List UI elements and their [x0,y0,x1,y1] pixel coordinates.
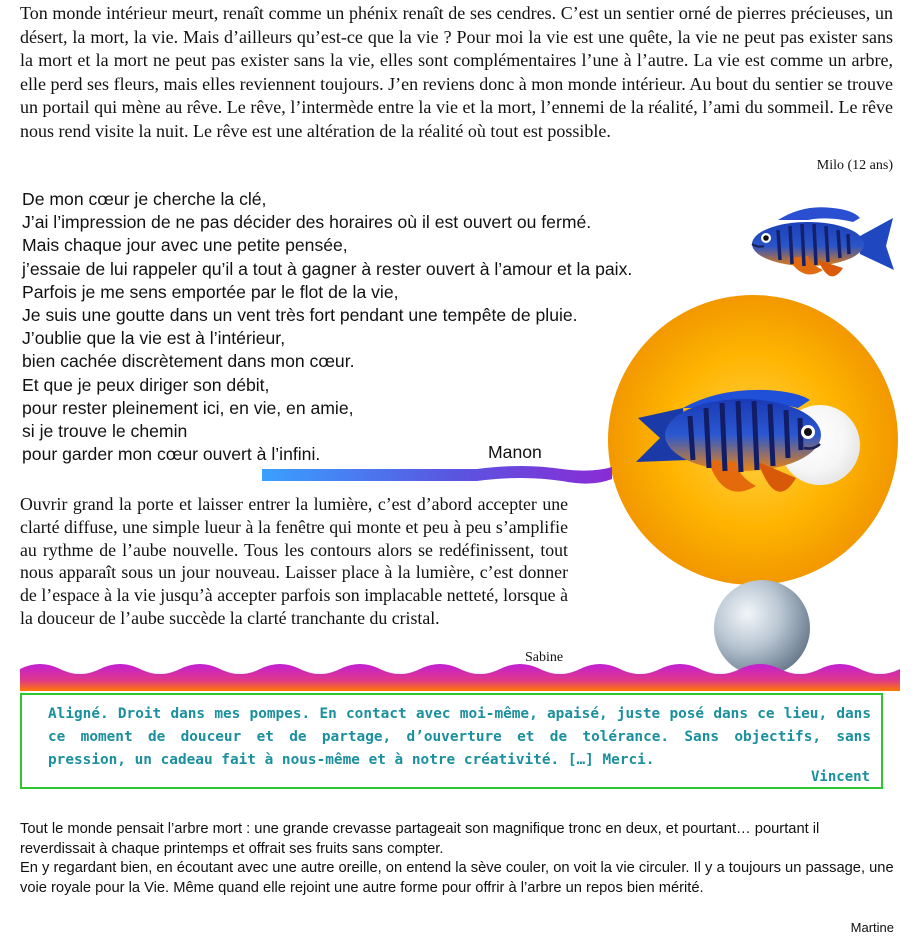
poem-line: j’essaie de lui rappeler qu’il a tout à gagner à rester ouvert à l’amour et la paix. [22,258,633,279]
poem-line: Mais chaque jour avec une petite pensée, [22,235,348,256]
blue-wave-image [262,461,612,489]
martine-text [20,820,895,898]
poem-line: Et que je peux diriger son débit, [22,374,270,395]
vincent-text: Aligné. Droit dans mes pompes. En contact avec moi-même, apaisé, juste posé dans ce lieu, dans ce moment de douceur et de partage, d’ouverture et de tolérance. Sans objectifs, sans pression, un cadeau fait à nous-même et à notre créativité. […] Merci. [48,706,871,768]
poem-line: De mon cœur je cherche la clé, [22,189,267,209]
martine-paragraph: En y regardant bien, en écoutant avec une autre oreille, on entend la sève couler, on voit la vie circuler. Il y a toujours un passage, une voie royale pour la Vie. Même quand elle rejoint une autre forme pour offrir à l’arbre un repos bien mérité. [20,860,894,896]
manon-poem [22,188,632,466]
poem-line: J’oublie que la vie est à l’intérieur, [22,328,286,349]
sabine-text: Ouvrir grand la porte et laisser entrer la lumière, c’est d’abord accepter une clarté diffuse, une simple lueur à la fenêtre qui monte et peu à peu s’amplifie au rythme de l’aube nouvelle. Tous les contours alors se redéfinissent, tout nous apparaît sous un jour nouveau. Laisser place à la lumière, c’est donner de l’espace à la vie jusqu’à accepter parfois son implacable netteté, lorsque à la douceur de l’aube succède la clarté tranchante du cristal. [20,494,568,628]
manon-signature: Manon [488,442,542,462]
poem-line: Je suis une goutte dans un vent très fort pendant une tempête de pluie. [22,305,578,326]
sun-image [598,290,918,690]
martine-signature: Martine [850,920,894,935]
poem-line: pour rester pleinement ici, en vie, en amie, [22,397,354,418]
milo-signature: Milo (12 ans) [816,158,893,173]
purple-wave-image [20,655,900,695]
milo-text: Ton monde intérieur meurt, renaît comme un phénix renaît de ses cendres. C’est un sentier orné de pierres précieuses, un désert, la mort, la vie. Mais d’ailleurs qu’est-ce que la vie ? Pour moi la vie est une quête, la vie ne peut pas exister sans la mort et la mort ne peut pas exister sans la vie, elles sont complémentaires l’une à l’autre. La vie est comme un arbre, elle perd ses fleurs, mais elles reviennent toujours. J’en reviens donc à mon monde intérieur. Au bout du sentier se trouve un portail qui mène au rêve. Le rêve, l’intermède entre la vie et la mort, l’ennemi de la réalité, l’ami du sommeil. Le rêve nous rend visite la nuit. Le rêve est une altération de la réalité où tout est possible. [20,3,893,141]
poem-line: Parfois je me sens emportée par le flot de la vie, [22,281,399,302]
poem-line: J’ai l’impression de ne pas décider des horaires où il est ouvert ou fermé. [22,212,592,233]
fish-small-image [748,198,898,298]
poem-line: pour garder mon cœur ouvert à l’infini. [22,444,321,465]
poem-line: si je trouve le chemin [22,421,188,442]
martine-paragraph: Tout le monde pensait l’arbre mort : une grande crevasse partageait son magnifique tronc en deux, et pourtant… pourtant il reverdissait à chaque printemps et offrait ses fruits sans compter. [20,821,820,857]
vincent-signature: Vincent [810,769,870,785]
sabine-signature: Sabine [525,650,564,665]
poem-line: bien cachée discrètement dans mon cœur. [22,351,355,372]
